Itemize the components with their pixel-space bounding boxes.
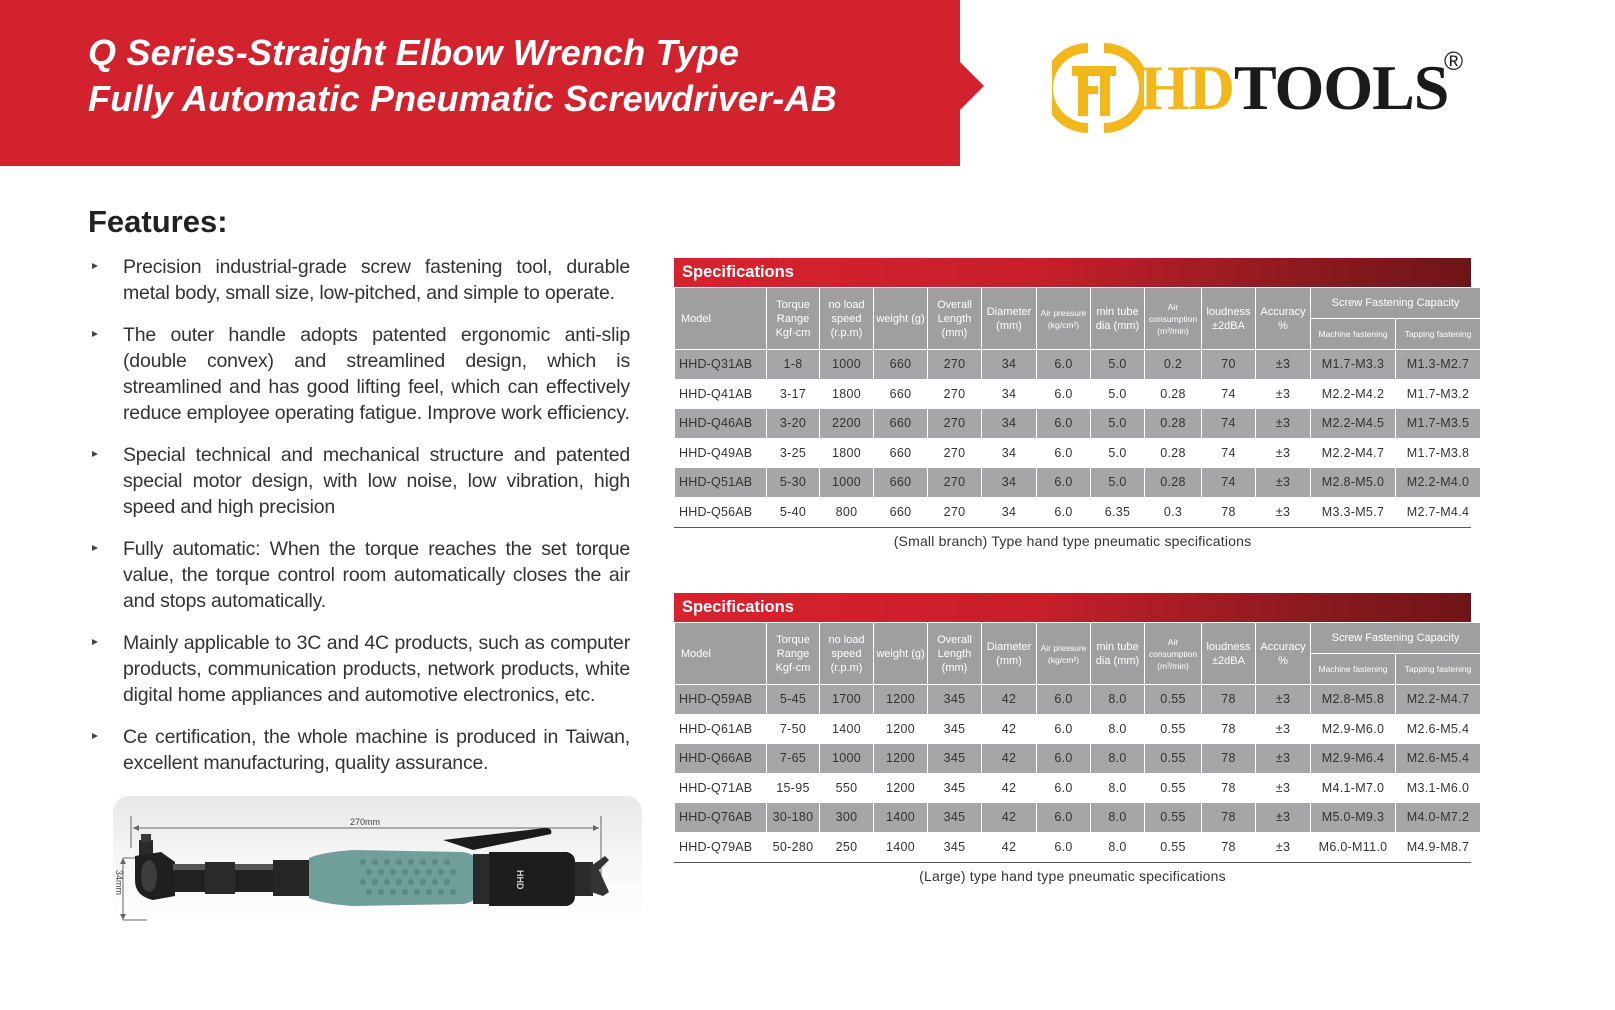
table-cell: M6.0-M11.0	[1311, 833, 1395, 862]
table-row	[675, 468, 1480, 497]
table-cell: 0.55	[1145, 744, 1201, 773]
table-caption: (Large) type hand type pneumatic specifications	[919, 868, 1226, 884]
table-cell: 1400	[874, 803, 927, 832]
model-cell: HHD-Q66AB	[675, 744, 766, 773]
table-cell: 660	[874, 409, 927, 438]
logo-wordmark	[1140, 48, 1448, 128]
logo-hd-text: HD	[1140, 52, 1234, 123]
col-tapping: Tapping fastening	[1396, 319, 1480, 349]
spec-heading: Specifications	[674, 258, 1471, 287]
table-cell: 250	[820, 833, 873, 862]
ht-monogram-icon	[1052, 40, 1144, 136]
table-cell: 5-30	[767, 468, 819, 497]
table-cell: 270	[928, 409, 981, 438]
col-diameter: Diameter (mm)	[982, 623, 1036, 684]
table-cell: M3.3-M5.7	[1311, 498, 1395, 527]
col-loudness: loudness ±2dBA	[1202, 288, 1255, 349]
table-cell: ±3	[1256, 439, 1310, 468]
table-cell: 660	[874, 498, 927, 527]
table-cell: M5.0-M9.3	[1311, 803, 1395, 832]
table-cell: ±3	[1256, 409, 1310, 438]
col-capacity: Screw Fastening Capacity	[1311, 623, 1480, 653]
brand-logo	[1052, 40, 1482, 136]
col-pressure: Air pressure (kg/cm²)	[1037, 288, 1090, 349]
table-cell: 78	[1202, 498, 1255, 527]
table-row	[675, 350, 1480, 379]
feature-item	[92, 322, 630, 426]
feature-text: Ce certification, the whole machine is produced in Taiwan, excellent manufacturing, quality assurance.	[123, 726, 630, 774]
table-cell: M2.7-M4.4	[1396, 498, 1480, 527]
table-cell: 34	[982, 468, 1036, 497]
title-line-1: Q Series-Straight Elbow Wrench Type	[88, 32, 740, 73]
table-cell: 6.0	[1037, 350, 1090, 379]
table-cell: 270	[928, 350, 981, 379]
table-cell: 78	[1202, 715, 1255, 744]
model-cell: HHD-Q59AB	[675, 685, 766, 714]
table-cell: 78	[1202, 803, 1255, 832]
table-cell: M1.7-M3.8	[1396, 439, 1480, 468]
table-cell: 1800	[820, 380, 873, 409]
table-cell: 34	[982, 439, 1036, 468]
bullet-arrow-icon	[92, 733, 98, 739]
table-cell: 660	[874, 468, 927, 497]
table-cell: M2.8-M5.8	[1311, 685, 1395, 714]
table-body	[675, 685, 1480, 861]
col-tapping: Tapping fastening	[1396, 654, 1480, 684]
table-row	[675, 439, 1480, 468]
model-cell: HHD-Q76AB	[675, 803, 766, 832]
table-cell: 0.3	[1145, 498, 1201, 527]
table-cell: 660	[874, 439, 927, 468]
table-cell: 78	[1202, 685, 1255, 714]
table-cell: M2.2-M4.7	[1311, 439, 1395, 468]
col-machine: Machine fastening	[1311, 654, 1395, 684]
table-cell: 0.28	[1145, 380, 1201, 409]
table-cell: M2.2-M4.2	[1311, 380, 1395, 409]
table-cell: 0.28	[1145, 409, 1201, 438]
table-cell: 3-20	[767, 409, 819, 438]
table-cell: 660	[874, 380, 927, 409]
col-tube: min tube dia (mm)	[1091, 288, 1144, 349]
page-title	[88, 30, 837, 122]
table-cell: 0.55	[1145, 715, 1201, 744]
table-cell: 1000	[820, 350, 873, 379]
table-cell: 3-17	[767, 380, 819, 409]
table-cell: 2200	[820, 409, 873, 438]
table-cell: 8.0	[1091, 803, 1144, 832]
table-cell: 8.0	[1091, 744, 1144, 773]
table-cell: 0.55	[1145, 803, 1201, 832]
spec-table	[674, 287, 1481, 527]
table-cell: M4.0-M7.2	[1396, 803, 1480, 832]
table-cell: 1800	[820, 439, 873, 468]
table-cell: 1200	[874, 715, 927, 744]
spec-table-large	[674, 593, 1471, 884]
table-row	[675, 685, 1480, 714]
feature-text: The outer handle adopts patented ergonomic anti-slip (double convex) and streamlined design, which is streamlined and has good lifting feel, which can effectively reduce employee operating fatigue. Improve work efficiency.	[123, 324, 630, 424]
model-cell: HHD-Q79AB	[675, 833, 766, 862]
table-cell: 0.55	[1145, 685, 1201, 714]
table-cell: 6.0	[1037, 468, 1090, 497]
length-dimension-label: 270mm	[349, 817, 381, 827]
spec-table	[674, 622, 1481, 862]
table-cell: 6.0	[1037, 439, 1090, 468]
spec-table-small	[674, 258, 1471, 549]
table-cell: M1.3-M2.7	[1396, 350, 1480, 379]
table-cell: 7-65	[767, 744, 819, 773]
table-cell: 1200	[874, 774, 927, 803]
table-cell: M2.2-M4.5	[1311, 409, 1395, 438]
tool-photo	[113, 796, 642, 924]
table-cell: 6.0	[1037, 774, 1090, 803]
table-cell: M1.7-M3.2	[1396, 380, 1480, 409]
table-cell: 34	[982, 498, 1036, 527]
model-cell: HHD-Q56AB	[675, 498, 766, 527]
feature-item	[92, 724, 630, 776]
table-cell: 270	[928, 380, 981, 409]
col-model: Model	[675, 623, 766, 684]
feature-text: Precision industrial-grade screw fastening tool, durable metal body, small size, low-pitched, and simple to operate.	[123, 256, 630, 304]
table-cell: 78	[1202, 833, 1255, 862]
table-row	[675, 774, 1480, 803]
table-cell: 70	[1202, 350, 1255, 379]
table-cell: M4.1-M7.0	[1311, 774, 1395, 803]
table-row	[675, 409, 1480, 438]
model-cell: HHD-Q71AB	[675, 774, 766, 803]
table-cell: 5.0	[1091, 468, 1144, 497]
table-cell: 6.0	[1037, 833, 1090, 862]
feature-item	[92, 536, 630, 614]
table-cell: 5.0	[1091, 380, 1144, 409]
table-cell: 15-95	[767, 774, 819, 803]
model-cell: HHD-Q61AB	[675, 715, 766, 744]
table-cell: M2.2-M4.0	[1396, 468, 1480, 497]
table-cell: 1200	[874, 744, 927, 773]
table-cell: ±3	[1256, 774, 1310, 803]
table-cell: M2.8-M5.0	[1311, 468, 1395, 497]
diameter-dimension-label: 34mm	[114, 870, 124, 896]
table-cell: 1200	[874, 685, 927, 714]
table-cell: 34	[982, 409, 1036, 438]
table-cell: ±3	[1256, 468, 1310, 497]
feature-text: Fully automatic: When the torque reaches the set torque value, the torque control room automatically closes the air and stops automatically.	[123, 538, 630, 612]
table-cell: ±3	[1256, 833, 1310, 862]
table-cell: 1400	[874, 833, 927, 862]
table-cell: 6.0	[1037, 685, 1090, 714]
col-consumption: Air consumption (m³/min)	[1145, 623, 1201, 684]
table-cell: 42	[982, 744, 1036, 773]
col-model: Model	[675, 288, 766, 349]
model-cell: HHD-Q46AB	[675, 409, 766, 438]
col-length: Overall Length (mm)	[928, 623, 981, 684]
table-cell: 1400	[820, 715, 873, 744]
features-title: Features:	[88, 204, 228, 239]
table-cell: 345	[928, 833, 981, 862]
table-cell: ±3	[1256, 498, 1310, 527]
table-cell: 5-45	[767, 685, 819, 714]
bullet-arrow-icon	[92, 263, 98, 269]
table-cell: 5.0	[1091, 439, 1144, 468]
bullet-arrow-icon	[92, 545, 98, 551]
table-cell: 1700	[820, 685, 873, 714]
table-cell: 300	[820, 803, 873, 832]
table-cell: 42	[982, 715, 1036, 744]
table-cell: 5.0	[1091, 350, 1144, 379]
table-cell: 0.28	[1145, 439, 1201, 468]
table-cell: 8.0	[1091, 774, 1144, 803]
banner-arrow-icon	[958, 60, 984, 112]
table-cell: ±3	[1256, 685, 1310, 714]
table-cell: M2.9-M6.0	[1311, 715, 1395, 744]
table-cell: ±3	[1256, 715, 1310, 744]
table-cell: 74	[1202, 380, 1255, 409]
table-cell: ±3	[1256, 744, 1310, 773]
table-cell: 6.0	[1037, 744, 1090, 773]
table-cell: 5-40	[767, 498, 819, 527]
col-torque: Torque Range Kgf-cm	[767, 288, 819, 349]
feature-item	[92, 442, 630, 520]
col-diameter: Diameter (mm)	[982, 288, 1036, 349]
table-cell: ±3	[1256, 380, 1310, 409]
registered-mark: ®	[1444, 46, 1464, 76]
col-accuracy: Accuracy %	[1256, 288, 1310, 349]
table-cell: 74	[1202, 439, 1255, 468]
table-cell: 42	[982, 774, 1036, 803]
table-cell: 50-280	[767, 833, 819, 862]
table-cell: 550	[820, 774, 873, 803]
col-pressure: Air pressure (kg/cm²)	[1037, 623, 1090, 684]
table-cell: 660	[874, 350, 927, 379]
col-weight: weight (g)	[874, 623, 927, 684]
col-accuracy: Accuracy %	[1256, 623, 1310, 684]
table-cell: 74	[1202, 409, 1255, 438]
table-rule	[674, 527, 1471, 528]
table-cell: 270	[928, 498, 981, 527]
table-row	[675, 498, 1480, 527]
bullet-arrow-icon	[92, 331, 98, 337]
table-cell: 1000	[820, 468, 873, 497]
tool-brand-label: HHD	[515, 870, 525, 890]
table-cell: 270	[928, 439, 981, 468]
table-cell: M4.9-M8.7	[1396, 833, 1480, 862]
col-tube: min tube dia (mm)	[1091, 623, 1144, 684]
bullet-arrow-icon	[92, 451, 98, 457]
table-cell: 8.0	[1091, 833, 1144, 862]
col-speed: no load speed (r.p.m)	[820, 623, 873, 684]
col-loudness: loudness ±2dBA	[1202, 623, 1255, 684]
model-cell: HHD-Q31AB	[675, 350, 766, 379]
model-cell: HHD-Q41AB	[675, 380, 766, 409]
model-cell: HHD-Q51AB	[675, 468, 766, 497]
table-cell: 0.28	[1145, 468, 1201, 497]
table-cell: 345	[928, 715, 981, 744]
table-cell: 800	[820, 498, 873, 527]
screwdriver-illustration	[113, 796, 642, 924]
table-cell: 270	[928, 468, 981, 497]
table-cell: 345	[928, 685, 981, 714]
table-cell: 3-25	[767, 439, 819, 468]
table-cell: 1000	[820, 744, 873, 773]
table-cell: M1.7-M3.5	[1396, 409, 1480, 438]
table-cell: 6.0	[1037, 409, 1090, 438]
table-cell: 345	[928, 774, 981, 803]
feature-text: Mainly applicable to 3C and 4C products, such as computer products, communication products, network products, white digital home appliances and automotive electronics, etc.	[123, 632, 630, 706]
bullet-arrow-icon	[92, 639, 98, 645]
table-row	[675, 744, 1480, 773]
table-cell: 0.55	[1145, 833, 1201, 862]
table-rule	[674, 862, 1471, 863]
table-body	[675, 350, 1480, 526]
table-cell: M2.6-M5.4	[1396, 744, 1480, 773]
table-cell: 34	[982, 380, 1036, 409]
table-cell: 6.0	[1037, 380, 1090, 409]
table-row	[675, 803, 1480, 832]
table-cell: 6.0	[1037, 498, 1090, 527]
col-torque: Torque Range Kgf-cm	[767, 623, 819, 684]
feature-item	[92, 630, 630, 708]
table-cell: 34	[982, 350, 1036, 379]
table-cell: 6.35	[1091, 498, 1144, 527]
features-list	[92, 254, 630, 792]
table-cell: 30-180	[767, 803, 819, 832]
title-line-2: Fully Automatic Pneumatic Screwdriver-AB	[88, 78, 837, 119]
table-cell: 74	[1202, 468, 1255, 497]
table-cell: 7-50	[767, 715, 819, 744]
logo-tools-text: TOOLS	[1234, 52, 1449, 123]
table-cell: 345	[928, 803, 981, 832]
table-cell: 42	[982, 833, 1036, 862]
table-row	[675, 380, 1480, 409]
col-weight: weight (g)	[874, 288, 927, 349]
table-row	[675, 715, 1480, 744]
col-length: Overall Length (mm)	[928, 288, 981, 349]
col-capacity: Screw Fastening Capacity	[1311, 288, 1480, 318]
model-cell: HHD-Q49AB	[675, 439, 766, 468]
table-cell: M2.9-M6.4	[1311, 744, 1395, 773]
header-banner	[0, 0, 960, 166]
table-cell: 0.55	[1145, 774, 1201, 803]
col-consumption: Air consumption (m³/min)	[1145, 288, 1201, 349]
table-cell: 8.0	[1091, 715, 1144, 744]
table-row	[675, 833, 1480, 862]
table-cell: 1-8	[767, 350, 819, 379]
table-cell: 78	[1202, 744, 1255, 773]
table-cell: 5.0	[1091, 409, 1144, 438]
table-cell: 0.2	[1145, 350, 1201, 379]
table-caption: (Small branch) Type hand type pneumatic specifications	[893, 533, 1252, 549]
table-cell: 78	[1202, 774, 1255, 803]
feature-text: Special technical and mechanical structure and patented special motor design, with low noise, low vibration, high speed and high precision	[123, 444, 630, 518]
table-cell: M3.1-M6.0	[1396, 774, 1480, 803]
table-cell: M2.6-M5.4	[1396, 715, 1480, 744]
table-cell: M2.2-M4.7	[1396, 685, 1480, 714]
table-cell: M1.7-M3.3	[1311, 350, 1395, 379]
table-cell: ±3	[1256, 350, 1310, 379]
table-cell: 8.0	[1091, 685, 1144, 714]
table-cell: 42	[982, 803, 1036, 832]
spec-heading: Specifications	[674, 593, 1471, 622]
feature-item	[92, 254, 630, 306]
col-speed: no load speed (r.p.m)	[820, 288, 873, 349]
table-cell: 6.0	[1037, 803, 1090, 832]
table-cell: 6.0	[1037, 715, 1090, 744]
table-cell: 345	[928, 744, 981, 773]
col-machine: Machine fastening	[1311, 319, 1395, 349]
table-cell: ±3	[1256, 803, 1310, 832]
table-cell: 42	[982, 685, 1036, 714]
